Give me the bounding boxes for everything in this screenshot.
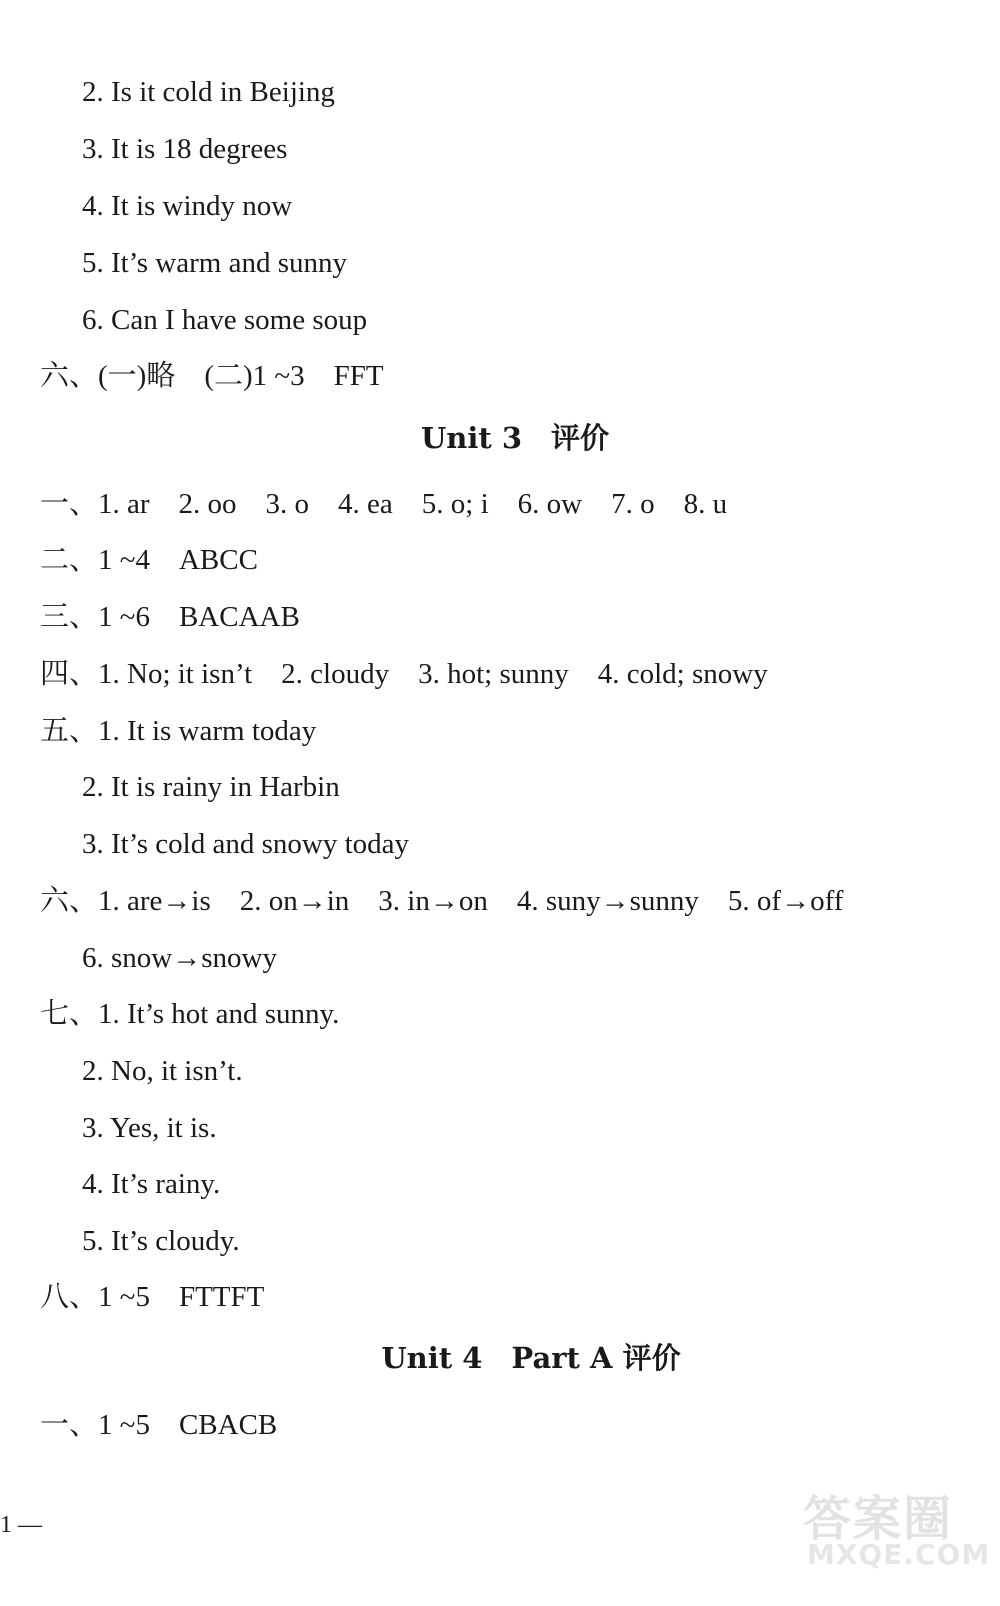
watermark-logo [803, 1480, 991, 1575]
answer-line: 2. Is it cold in Beijing [82, 76, 335, 108]
answer-line: 五、1. It is warm today [40, 715, 317, 747]
answer-line: 八、1 ~5 FTTFT [40, 1281, 265, 1313]
section-heading-unit3: Unit 3 评价 [420, 421, 610, 455]
answer-line: 3. Yes, it is. [82, 1112, 217, 1144]
watermark-domain: MXQE.COM [807, 1538, 991, 1571]
answer-line: 六、(一)略 (二)1 ~3 FFT [40, 360, 384, 392]
watermark-text: 答案圈 [803, 1491, 954, 1547]
answer-line: 二、1 ~4 ABCC [40, 544, 258, 576]
answer-line: 六、1. are→is 2. on→in 3. in→on 4. suny→sunny 5. of→off [40, 885, 844, 917]
answer-line: 三、1 ~6 BACAAB [40, 601, 300, 633]
answer-line: 四、1. No; it isn’t 2. cloudy 3. hot; sunny 4. cold; snowy [40, 658, 768, 690]
answer-line: 3. It’s cold and snowy today [82, 828, 410, 860]
answer-line: 5. It’s cloudy. [82, 1225, 240, 1257]
answer-line: 6. Can I have some soup [82, 304, 368, 336]
answer-line: 一、1. ar 2. oo 3. o 4. ea 5. o; i 6. ow 7. o 8. u [40, 488, 728, 520]
answer-line: 七、1. It’s hot and sunny. [40, 998, 340, 1030]
page-number: 1 — [0, 1512, 42, 1538]
answer-line: 3. It is 18 degrees [82, 133, 288, 165]
answer-line: 6. snow→snowy [82, 942, 277, 974]
section-heading-unit4: Unit 4 Part A 评价 [381, 1341, 681, 1375]
answer-line: 4. It’s rainy. [82, 1168, 221, 1200]
answer-line: 2. It is rainy in Harbin [82, 771, 340, 803]
answer-line: 2. No, it isn’t. [82, 1055, 243, 1087]
answer-line: 4. It is windy now [82, 190, 293, 222]
answer-line: 一、1 ~5 CBACB [40, 1409, 278, 1441]
answer-line: 5. It’s warm and sunny [82, 247, 347, 279]
